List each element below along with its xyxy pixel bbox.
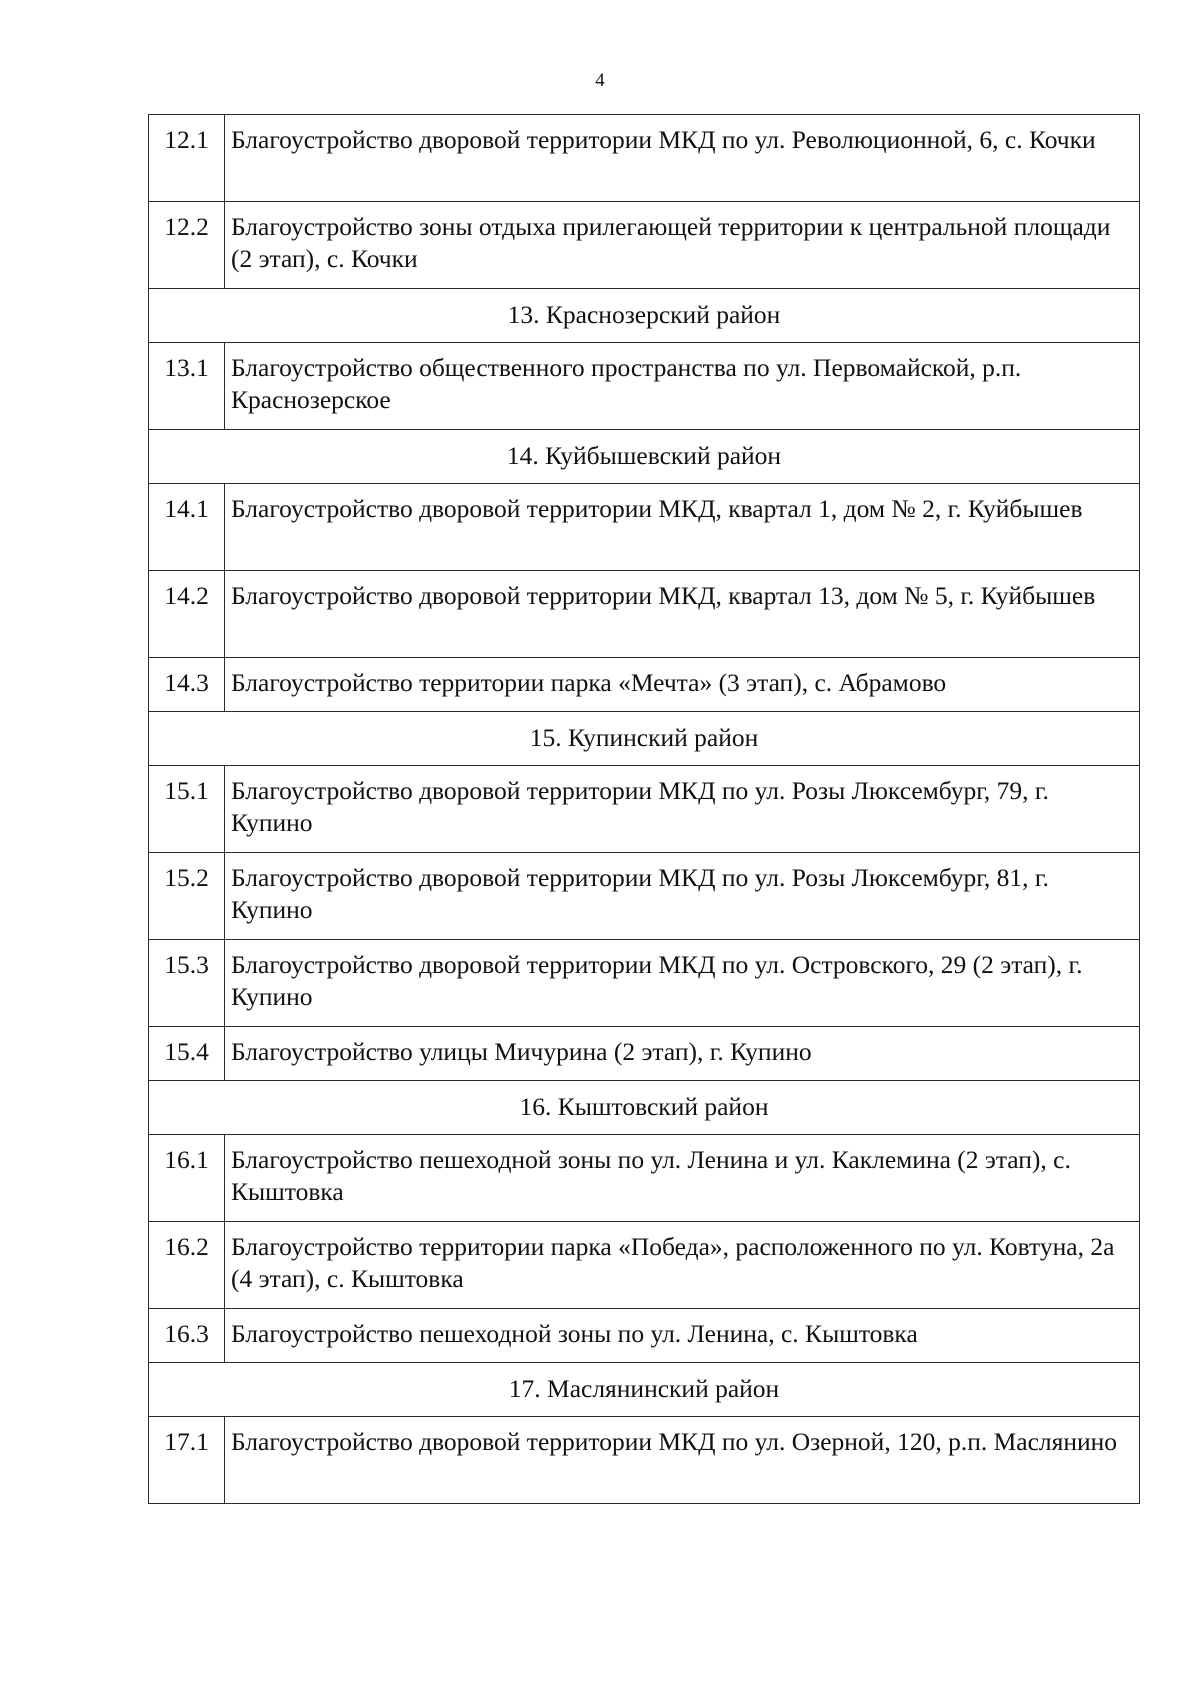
project-number: 16.2 [149, 1222, 225, 1309]
project-number: 13.1 [149, 343, 225, 430]
project-row [149, 766, 1140, 853]
district-header-row [149, 289, 1140, 343]
project-description: Благоустройство территории парка «Победа», расположенного по ул. Ковтуна, 2а (4 этап), с. Кыштовка [225, 1222, 1140, 1309]
project-description: Благоустройство дворовой территории МКД по ул. Озерной, 120, р.п. Маслянино [225, 1417, 1140, 1504]
project-row [149, 940, 1140, 1027]
project-number: 14.2 [149, 571, 225, 658]
project-row [149, 115, 1140, 202]
project-row [149, 343, 1140, 430]
project-row [149, 571, 1140, 658]
project-row [149, 1027, 1140, 1081]
project-number: 17.1 [149, 1417, 225, 1504]
project-description: Благоустройство дворовой территории МКД, квартал 13, дом № 5, г. Куйбышев [225, 571, 1140, 658]
project-description: Благоустройство дворовой территории МКД по ул. Розы Люксембург, 81, г. Купино [225, 853, 1140, 940]
district-header-row [149, 712, 1140, 766]
project-number: 12.2 [149, 202, 225, 289]
project-description: Благоустройство дворовой территории МКД по ул. Розы Люксембург, 79, г. Купино [225, 766, 1140, 853]
project-number: 12.1 [149, 115, 225, 202]
district-header-row [149, 430, 1140, 484]
project-description: Благоустройство улицы Мичурина (2 этап), г. Купино [225, 1027, 1140, 1081]
project-row [149, 853, 1140, 940]
project-number: 15.1 [149, 766, 225, 853]
projects-table [148, 114, 1140, 1504]
project-row [149, 484, 1140, 571]
project-row [149, 1417, 1140, 1504]
project-number: 14.3 [149, 658, 225, 712]
project-number: 14.1 [149, 484, 225, 571]
page-number: 4 [595, 70, 605, 91]
project-number: 15.3 [149, 940, 225, 1027]
district-header-row [149, 1363, 1140, 1417]
project-row [149, 202, 1140, 289]
project-description: Благоустройство пешеходной зоны по ул. Ленина и ул. Каклемина (2 этап), с. Кыштовка [225, 1135, 1140, 1222]
project-description: Благоустройство пешеходной зоны по ул. Ленина, с. Кыштовка [225, 1309, 1140, 1363]
project-description: Благоустройство дворовой территории МКД, квартал 1, дом № 2, г. Куйбышев [225, 484, 1140, 571]
project-row [149, 1309, 1140, 1363]
projects-table-body [149, 115, 1140, 1504]
district-header-row [149, 1081, 1140, 1135]
project-number: 15.2 [149, 853, 225, 940]
project-row [149, 1135, 1140, 1222]
project-description: Благоустройство зоны отдыха прилегающей территории к центральной площади (2 этап), с. Кочки [225, 202, 1140, 289]
project-description: Благоустройство дворовой территории МКД по ул. Островского, 29 (2 этап), г. Купино [225, 940, 1140, 1027]
project-number: 15.4 [149, 1027, 225, 1081]
district-title: 13. Краснозерский район [149, 289, 1140, 343]
district-title: 14. Куйбышевский район [149, 430, 1140, 484]
project-row [149, 658, 1140, 712]
project-row [149, 1222, 1140, 1309]
project-number: 16.3 [149, 1309, 225, 1363]
project-number: 16.1 [149, 1135, 225, 1222]
district-title: 15. Купинский район [149, 712, 1140, 766]
project-description: Благоустройство территории парка «Мечта» (3 этап), с. Абрамово [225, 658, 1140, 712]
district-title: 16. Кыштовский район [149, 1081, 1140, 1135]
project-description: Благоустройство общественного пространства по ул. Первомайской, р.п. Краснозерское [225, 343, 1140, 430]
project-description: Благоустройство дворовой территории МКД по ул. Революционной, 6, с. Кочки [225, 115, 1140, 202]
district-title: 17. Маслянинский район [149, 1363, 1140, 1417]
